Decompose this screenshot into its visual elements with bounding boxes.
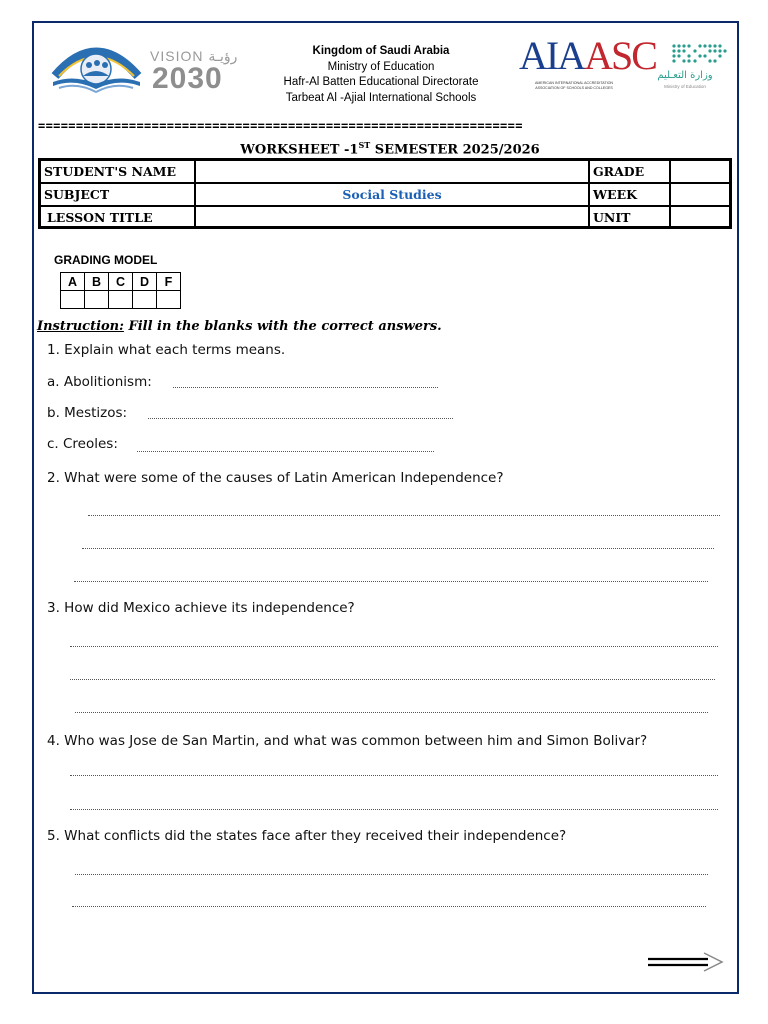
student-name-label: STUDENT'S NAME [40, 160, 195, 183]
ministry-of-education-logo [640, 40, 730, 92]
lesson-title-field[interactable] [195, 206, 589, 227]
grade-letter-f: F [156, 272, 181, 291]
question-1: 1. Explain what each terms means. [47, 342, 286, 358]
separator-line: ================================================================ [38, 120, 523, 132]
answer-line-5-2[interactable] [72, 906, 706, 907]
header-line-3: Hafr-Al Batten Educational Directorate [283, 76, 479, 88]
header-line-2: Ministry of Education [327, 60, 435, 73]
instruction-text: Fill in the blanks with the correct answers. [123, 319, 442, 334]
answer-line-3-1[interactable] [70, 646, 718, 647]
header-line-4: Tarbeat Al -Ajial International Schools [285, 91, 477, 104]
grade-field[interactable] [670, 160, 730, 183]
subject-value: Social Studies [195, 183, 589, 206]
answer-line-4-1[interactable] [70, 775, 718, 776]
vision-label: VISION رؤيـة [150, 48, 238, 64]
answer-line-3-3[interactable] [75, 712, 708, 713]
grade-letter-a: A [60, 272, 85, 291]
grading-model-title: GRADING MODEL [54, 253, 158, 267]
worksheet-title: WORKSHEET -1ST SEMESTER 2025/2026 [240, 140, 540, 158]
unit-label: UNIT [589, 206, 670, 227]
instruction [37, 319, 442, 334]
accreditation-subtitle: AMERICAN INTERNATIONAL ACCREDITATION ASSOCIATION OF SCHOOLS AND COLLEGES [535, 81, 613, 90]
answer-line-2-1[interactable] [88, 515, 720, 516]
lesson-title-label: LESSON TITLE [40, 206, 195, 227]
school-header-text [262, 44, 500, 106]
header-line-1: Kingdom of Saudi Arabia [312, 45, 450, 57]
accreditation-logo-text: AIAASC [519, 33, 656, 78]
student-name-field[interactable] [195, 160, 589, 183]
grade-letter-c: C [108, 272, 133, 291]
accreditation-logo [519, 33, 656, 94]
answer-line-1c[interactable] [137, 451, 434, 452]
grade-box-f[interactable] [156, 290, 181, 309]
ministry-english-name: Ministry of Education [664, 84, 706, 89]
ministry-arabic-name: وزارة التعـليم [657, 70, 713, 81]
question-1b: b. Mestizos: [47, 405, 128, 421]
answer-line-2-3[interactable] [74, 581, 708, 582]
answer-line-5-1[interactable] [75, 874, 708, 875]
unit-field[interactable] [670, 206, 730, 227]
question-3: 3. How did Mexico achieve its independence? [47, 600, 355, 616]
answer-line-1b[interactable] [148, 418, 453, 419]
question-1a: a. Abolitionism: [47, 374, 152, 390]
answer-line-4-2[interactable] [70, 809, 718, 810]
answer-line-2-2[interactable] [82, 548, 714, 549]
grade-label: GRADE [589, 160, 670, 183]
grade-letter-d: D [132, 272, 157, 291]
week-label: WEEK [589, 183, 670, 206]
student-info-table [38, 158, 732, 229]
grade-box-d[interactable] [132, 290, 157, 309]
right-arrow-icon[interactable] [646, 950, 724, 976]
question-1c: c. Creoles: [47, 436, 118, 452]
school-emblem-icon [49, 36, 144, 98]
grading-model-grid [60, 272, 183, 310]
question-2: 2. What were some of the causes of Latin American Independence? [47, 470, 504, 486]
week-field[interactable] [670, 183, 730, 206]
question-5: 5. What conflicts did the states face after they received their independence? [47, 828, 567, 844]
subject-label: SUBJECT [40, 183, 195, 206]
grade-box-a[interactable] [60, 290, 85, 309]
answer-line-3-2[interactable] [70, 679, 715, 680]
instruction-label: Instruction: [37, 319, 124, 334]
grade-box-b[interactable] [84, 290, 109, 309]
grade-letter-b: B [84, 272, 109, 291]
question-4: 4. Who was Jose de San Martin, and what was common between him and Simon Bolivar? [47, 733, 648, 749]
answer-line-1a[interactable] [173, 387, 438, 388]
ministry-dots-icon [640, 40, 730, 68]
grade-box-c[interactable] [108, 290, 133, 309]
vision-year: 2030 [152, 62, 223, 95]
vision-2030-logo [150, 48, 262, 96]
